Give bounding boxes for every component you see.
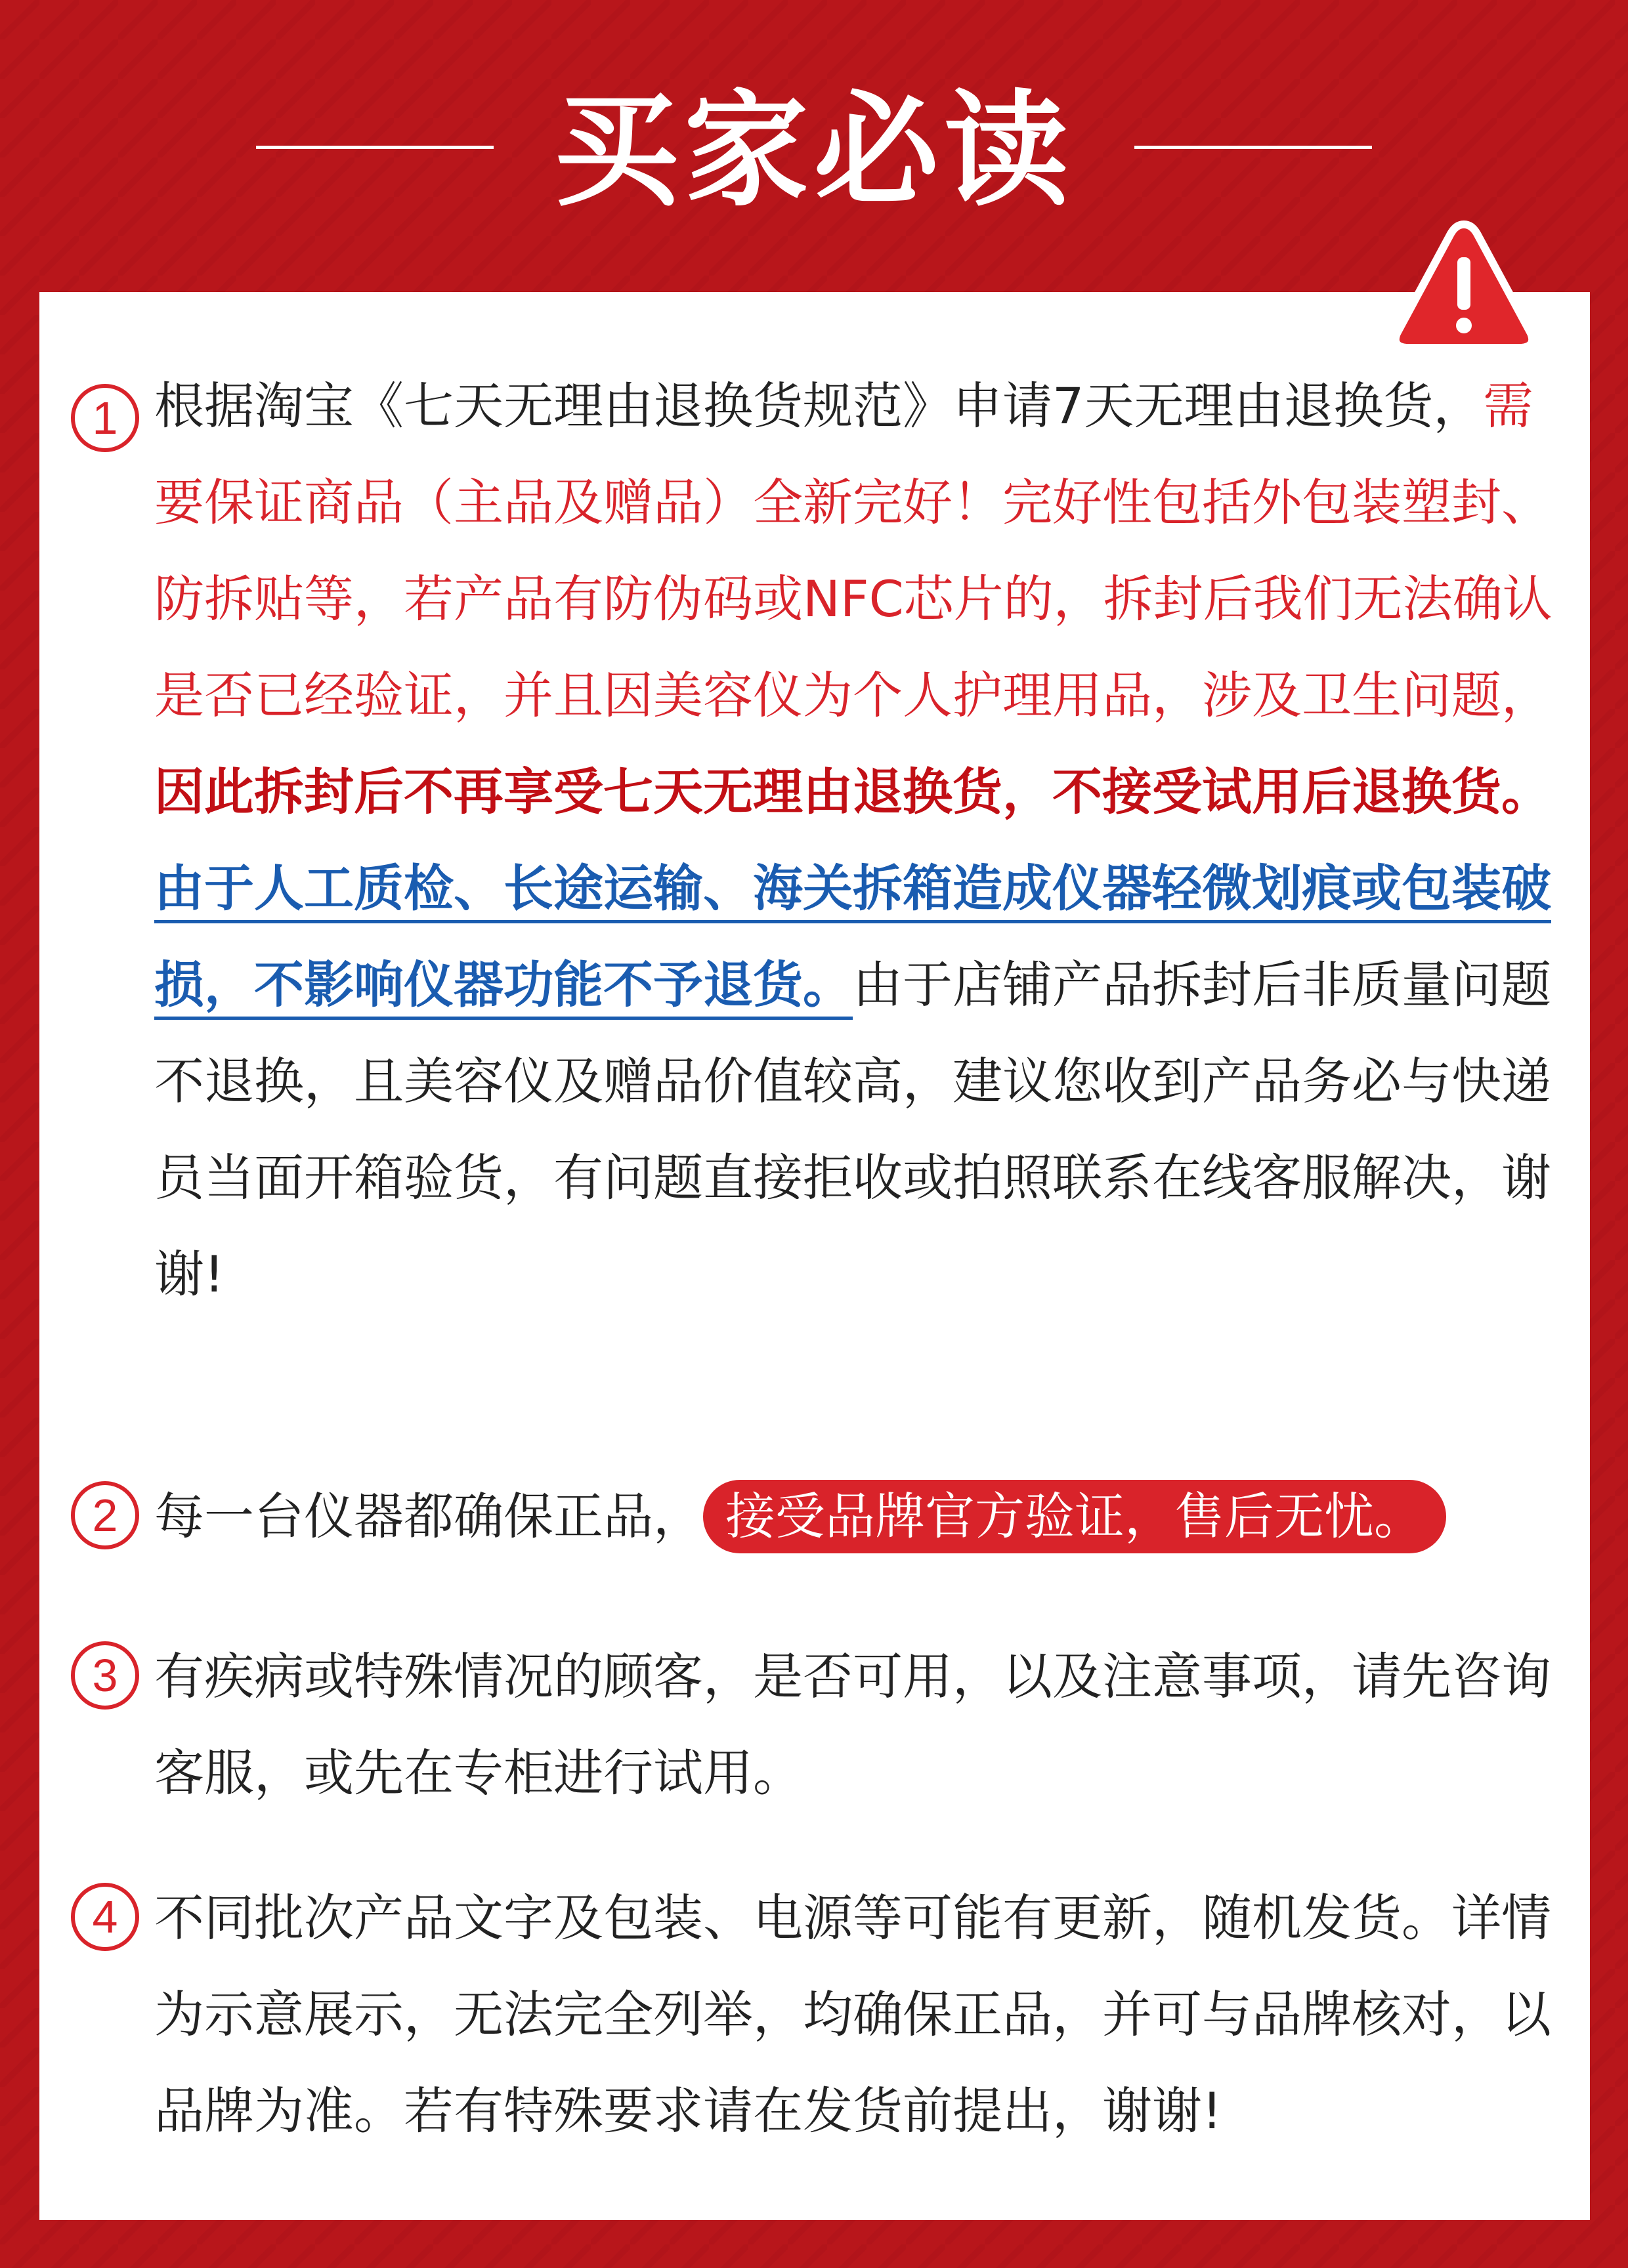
item-text-red: 需要保证商品（主品及赠品）全新完好！完好性包括外包装塑封、防拆贴等，若产品有防伪码或NFC芯片的，拆封后我们无法确认是否已经验证，并且因美容仪为个人护理用品，涉及卫生问题， — [154, 377, 1553, 724]
item-text-red-bold: 因此拆封后不再享受七天无理由退换货，不接受试用后退换货。 — [154, 763, 1551, 821]
item-number-badge: 1 — [71, 384, 139, 452]
title-divider-right — [1134, 146, 1372, 149]
item-text — [154, 358, 1559, 1322]
item-text — [154, 1468, 1559, 1564]
warning-triangle-icon — [1390, 217, 1538, 358]
item-text-normal-2: 由于店铺产品拆封后非质量问题不退换，且美容仪及赠品价值较高，建议您收到产品务必与快递员当面开箱验货，有问题直接拒收或拍照联系在线客服解决，谢谢! — [154, 956, 1551, 1303]
item-text-normal: 每一台仪器都确保正品， — [154, 1487, 703, 1545]
item-text: 有疾病或特殊情况的顾客，是否可用，以及注意事项，请先咨询客服，或先在专柜进行试用。 — [154, 1647, 1551, 1802]
page-title: 买家必读 — [553, 78, 1074, 223]
item-text-normal: 根据淘宝《七天无理由退换货规范》申请7天无理由退换货， — [154, 377, 1484, 435]
item-number-badge: 2 — [71, 1481, 139, 1549]
notice-panel — [39, 292, 1590, 2220]
header — [0, 0, 1628, 289]
item-text-blue-underline: 由于人工质检、长途运输、海关拆箱造成仪器轻微划痕或包装破损，不影响仪器功能不予退货。 — [154, 859, 1551, 1014]
item-number-badge: 3 — [71, 1641, 139, 1710]
official-verification-badge: 接受品牌官方验证，售后无忧。 — [703, 1480, 1446, 1553]
item-number-badge: 4 — [71, 1883, 139, 1951]
item-text: 不同批次产品文字及包装、电源等可能有更新，随机发货。详情为示意展示，无法完全列举，均确保正品，并可与品牌核对，以品牌为准。若有特殊要求请在发货前提出，谢谢! — [154, 1889, 1551, 2140]
